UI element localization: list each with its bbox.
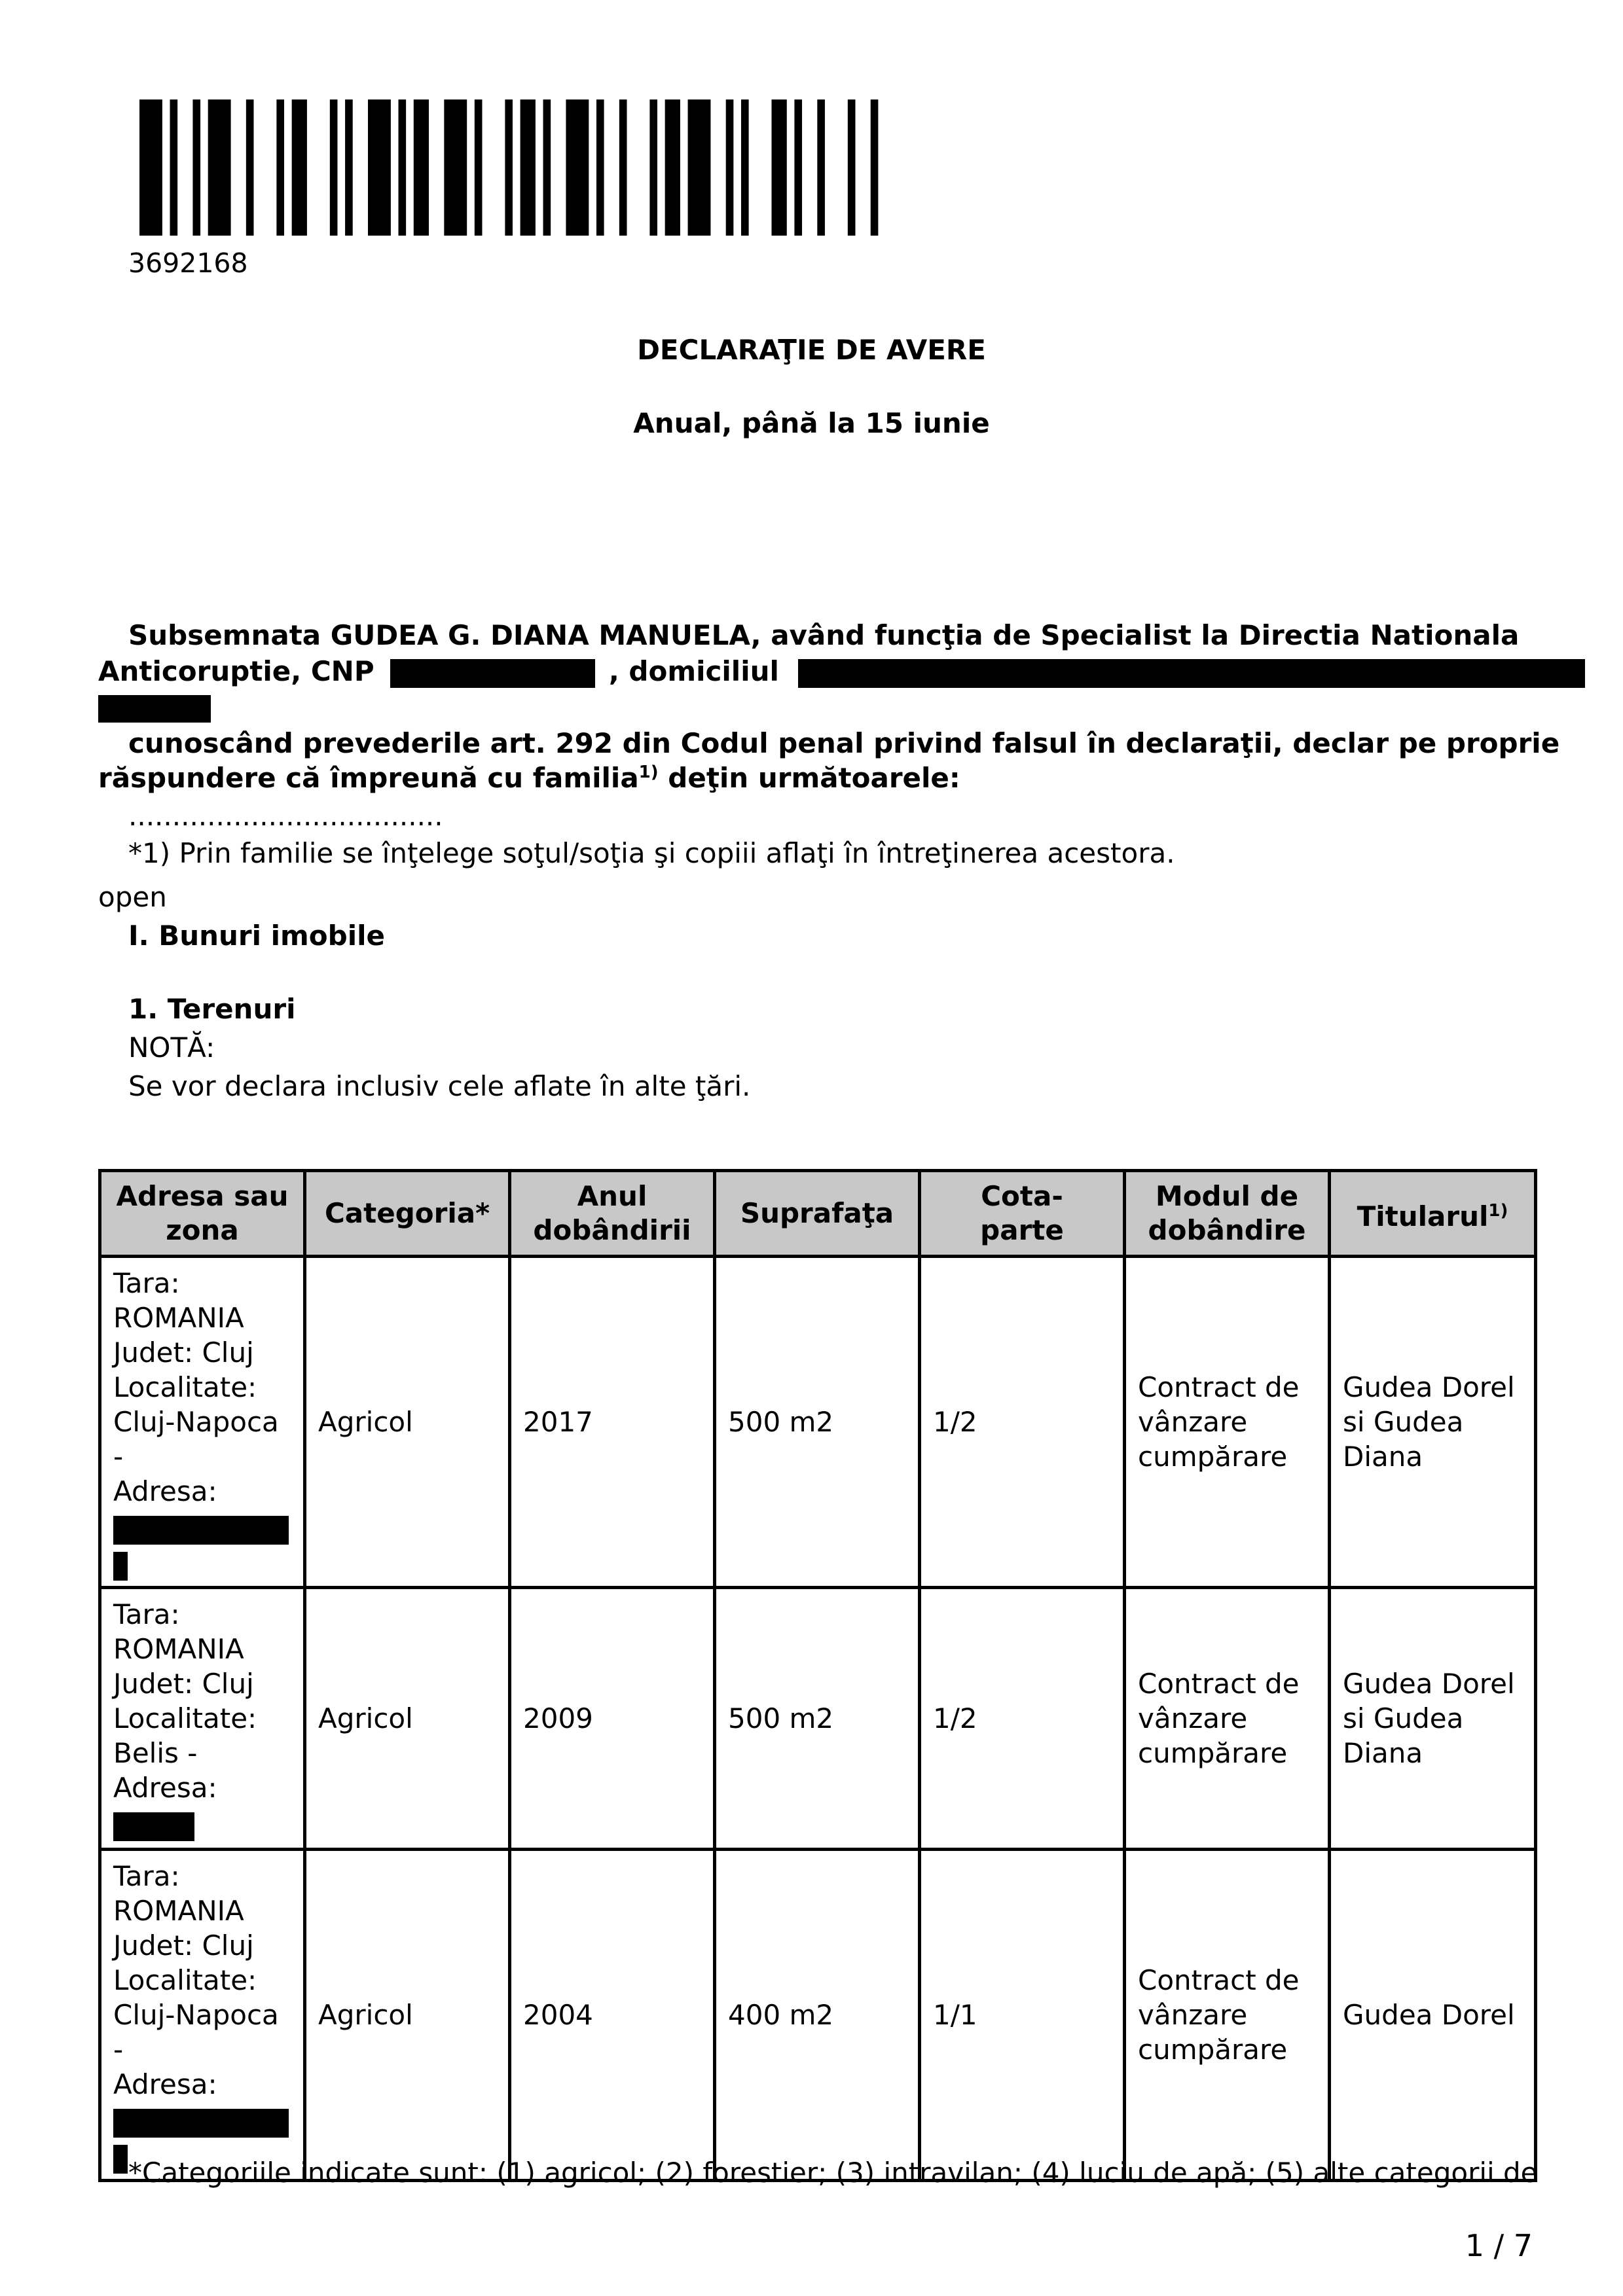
cell-category: Agricol [305, 1257, 510, 1588]
barcode-bar [345, 99, 353, 236]
barcode-bar [596, 99, 604, 236]
redacted-cnp [390, 659, 595, 688]
barcode-bar [566, 99, 589, 236]
barcode-bar [139, 99, 162, 236]
barcode [139, 99, 886, 236]
cell-year: 2017 [510, 1257, 715, 1588]
cell-address: Tara: ROMANIA Judet: Cluj Localitate: Cluj-Napoca - Adresa: [100, 1850, 305, 2181]
nota-label: NOTĂ: [128, 1031, 215, 1064]
redacted-address-continued [98, 695, 211, 723]
barcode-bar [246, 99, 254, 236]
barcode-bar [520, 99, 536, 236]
barcode-bar [292, 99, 307, 236]
document-title: DECLARAŢIE DE AVERE [637, 334, 986, 366]
header-address: Adresa sau zona [100, 1171, 305, 1257]
barcode-bar [543, 99, 551, 236]
cell-owner: Gudea Dorel si Gudea Diana [1330, 1588, 1536, 1850]
document-subtitle: Anual, până la 15 iunie [633, 407, 990, 439]
cell-category: Agricol [305, 1850, 510, 2181]
subsection-heading: 1. Terenuri [128, 993, 296, 1025]
family-footnote: *1) Prin familie se înţelege soţul/soţia şi copiii aflaţi în întreţinerea acestora. [128, 837, 1175, 869]
header-owner: Titularul$^{1)}$ [1330, 1171, 1536, 1257]
cnp-label: Anticoruptie, CNP [98, 655, 374, 687]
footnote-ref-1: 1) [638, 762, 659, 782]
land-table [98, 1169, 1537, 2182]
barcode-bar [726, 99, 734, 236]
cell-year: 2004 [510, 1850, 715, 2181]
domicile-label: , domiciliul [608, 655, 779, 687]
barcode-bar [208, 99, 231, 236]
dotted-line: .................................... [128, 800, 443, 832]
header-year: Anul dobândirii [510, 1171, 715, 1257]
barcode-bar [665, 99, 680, 236]
cell-owner: Gudea Dorel [1330, 1850, 1536, 2181]
redacted-address [113, 1516, 289, 1545]
cell-address: Tara: ROMANIA Judet: Cluj Localitate: Belis - Adresa: [100, 1588, 305, 1850]
table-row [100, 1257, 1536, 1588]
barcode-bar [475, 99, 483, 236]
cell-owner: Gudea Dorel si Gudea Diana [1330, 1257, 1536, 1588]
declaration-line-2 [98, 655, 1585, 688]
declaration-line-1: Subsemnata GUDEA G. DIANA MANUELA, având funcţia de Specialist la Directia Nationala [128, 619, 1520, 651]
barcode-bar [649, 99, 657, 236]
cell-share: 1/2 [920, 1257, 1125, 1588]
table-header-row [100, 1171, 1536, 1257]
cell-mode: Contract de vânzare cumpărare [1125, 1850, 1330, 2181]
declaration-line-4: răspundere că împreună cu familia$^{1)}$ deţin următoarele: [98, 762, 960, 794]
barcode-bar [848, 99, 856, 236]
barcode-bar [330, 99, 338, 236]
barcode-bar [688, 99, 711, 236]
cell-area: 500 m2 [715, 1588, 920, 1850]
cell-share: 1/2 [920, 1588, 1125, 1850]
barcode-bar [741, 99, 749, 236]
barcode-bar [871, 99, 879, 236]
barcode-number: 3692168 [128, 247, 248, 279]
open-marker: open [98, 881, 167, 913]
cell-area: 400 m2 [715, 1850, 920, 2181]
header-mode: Modul de dobândire [1125, 1171, 1330, 1257]
barcode-bar [444, 99, 467, 236]
cell-category: Agricol [305, 1588, 510, 1850]
redacted-address [113, 2109, 289, 2138]
declaration-line-3: cunoscând prevederile art. 292 din Codul penal privind falsul în declaraţii, declar pe proprie [128, 727, 1560, 759]
cell-mode: Contract de vânzare cumpărare [1125, 1588, 1330, 1850]
header-category: Categoria* [305, 1171, 510, 1257]
barcode-bar [399, 99, 407, 236]
barcode-bar [368, 99, 391, 236]
cell-share: 1/1 [920, 1850, 1125, 2181]
header-area: Suprafaţa [715, 1171, 920, 1257]
cell-mode: Contract de vânzare cumpărare [1125, 1257, 1330, 1588]
barcode-bar [619, 99, 627, 236]
table-row [100, 1588, 1536, 1850]
cell-area: 500 m2 [715, 1257, 920, 1588]
barcode-bar [170, 99, 178, 236]
cell-year: 2009 [510, 1588, 715, 1850]
table-row [100, 1850, 1536, 2181]
barcode-bar [192, 99, 200, 236]
barcode-bar [817, 99, 825, 236]
nota-text: Se vor declara inclusiv cele aflate în alte ţări. [128, 1070, 751, 1102]
section-heading: I. Bunuri imobile [128, 920, 386, 952]
redacted-address [113, 1552, 128, 1581]
barcode-bar [505, 99, 513, 236]
redacted-address [798, 659, 1585, 688]
redacted-address [113, 1812, 194, 1841]
barcode-bar [794, 99, 802, 236]
redacted-address [113, 2145, 128, 2174]
categories-footnote: *Categoriile indicate sunt: (1) agricol; (2) forestier; (3) intravilan; (4) luciu de apă; (5) alte categorii de [128, 2157, 1538, 2189]
header-share: Cota- parte [920, 1171, 1125, 1257]
barcode-bar [414, 99, 429, 236]
barcode-bar [276, 99, 284, 236]
page-number: 1 / 7 [1465, 2228, 1533, 2263]
barcode-bar [772, 99, 787, 236]
cell-address: Tara: ROMANIA Judet: Cluj Localitate: Cluj-Napoca - Adresa: [100, 1257, 305, 1588]
